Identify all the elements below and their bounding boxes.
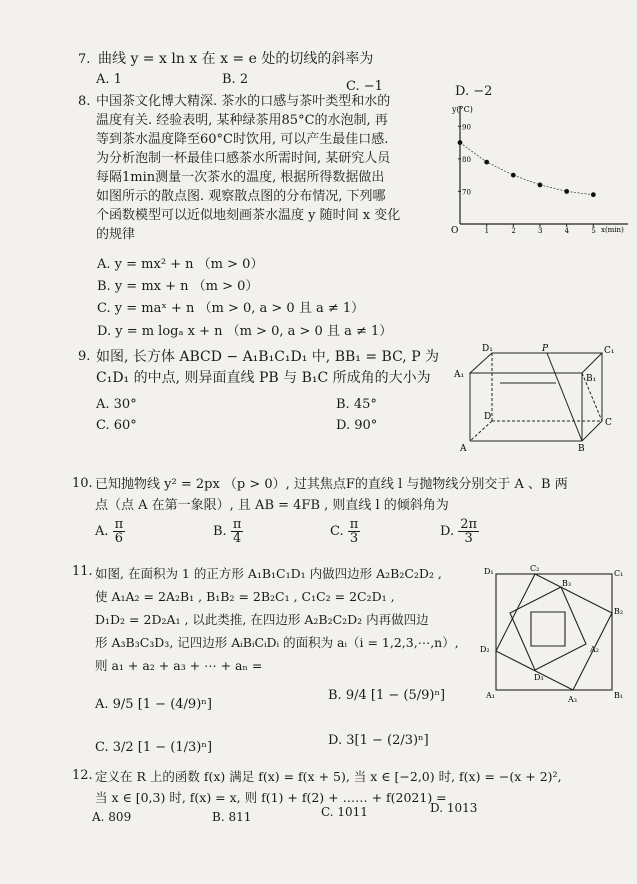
q9-label-c1: C₁ [604,346,615,356]
q8-line: 等到茶水温度降至60°C时饮用, 可以产生最佳口感. [96,132,389,147]
q8-data-point [538,183,543,188]
q8-data-point [458,140,463,145]
q12-option-a: A. 809 [92,810,132,824]
q11-label-b3: B₃ [562,579,572,588]
q8-option-b: B. y = mx + n （m > 0） [97,279,259,294]
q8-line: 个函数模型可以近似地刻画茶水温度 y 随时间 x 变化 [96,208,401,223]
q9-line: C₁D₁ 的中点, 则异面直线 PB 与 B₁C 所成角的大小为 [96,370,431,386]
q9-option-b: B. 45° [336,397,377,412]
q12-stem [95,766,562,808]
q9-label-c: C [605,418,612,428]
q9-label-d1: D₁ [482,344,493,354]
q9-label-p: P [542,344,549,354]
q7-option-d: D. −2 [455,84,493,99]
q7-option-b: B. 2 [222,72,249,87]
q10-option-d: D. $\frac{2\pi}{3}$ [440,517,478,546]
q10-line: 点（点 A 在第一象限）, 且 AB = 4FB , 则直线 l 的倾斜角为 [95,498,449,513]
q8-xtick-label: 5 [591,227,596,235]
q8-line: 如图所示的散点图. 观察散点图的分布情况, 下列哪 [96,189,386,204]
q8-ytick-label: 70 [462,188,471,197]
q8-line: 每隔1min测量一次茶水的温度, 根据所得数据做出 [96,170,385,185]
q8-stem [96,92,400,244]
q10-option-a: A. $\frac{\pi}{6}$ [95,517,124,546]
q11-option-a: A. 9/5 [1 − (4/9)ⁿ] [95,697,212,712]
q12-number: 12. [72,768,93,783]
q8-ylabel: y(°C) [452,105,473,114]
q7-option-a: A. 1 [96,72,122,87]
q12-line: 当 x ∈ [0,3) 时, f(x) = x, 则 f(1) + f(2) + …… + f(2021) = [95,790,447,805]
q8-ytick-label: 80 [462,155,471,164]
q8-xtick-label: 2 [511,227,516,235]
q10-line: 已知抛物线 y² = 2px （p > 0）, 过其焦点F的直线 l 与抛物线分别交于 A 、B 两 [95,477,568,492]
q12-line: 定义在 R 上的函数 f(x) 满足 f(x) = f(x + 5), 当 x ∈ [−2,0) 时, f(x) = −(x + 2)², [95,769,562,784]
q8-xtick-label: 1 [484,227,490,235]
q11-option-b: B. 9/4 [1 − (5/9)ⁿ] [328,688,446,703]
q11-line: 使 A₁A₂ = 2A₂B₁ , B₁B₂ = 2B₂C₁ , C₁C₂ = 2C₂D₁ , [95,589,395,604]
q11-label-c1: C₁ [614,569,624,578]
q9-stem [96,347,439,389]
q9-label-b: B [578,444,585,453]
q8-xtick-label: 4 [564,227,570,235]
q11-label-a2: A₂ [590,645,599,654]
q9-option-d: D. 90° [336,418,378,433]
q7-stem: 曲线 y = x ln x 在 x = e 处的切线的斜率为 [98,51,374,67]
q11-line: 如图, 在面积为 1 的正方形 A₁B₁C₁D₁ 内做四边形 A₂B₂C₂D₂ , [95,566,442,581]
q10-option-c: C. $\frac{\pi}{3}$ [330,517,359,546]
q9-cuboid-figure [452,343,627,453]
q11-line: D₁D₂ = 2D₂A₁ , 以此类推, 在四边形 A₂B₂C₂D₂ 内再做四边 [95,612,429,627]
q8-scatter-chart [448,100,633,240]
q11-number: 11. [72,564,93,579]
q9-option-a: A. 30° [96,397,137,412]
q8-origin: O [451,226,459,236]
q11-nested-squares-figure [478,562,633,707]
q8-data-point [591,192,596,197]
q11-label-d1: D₁ [484,567,494,576]
q8-number: 8. [78,94,91,109]
q11-line: 形 A₃B₃C₃D₃, 记四边形 AᵢBᵢCᵢDᵢ 的面积为 aᵢ（i = 1,2,3,⋯,n）, [95,635,459,650]
q11-label-b2: B₂ [614,607,624,616]
q8-xtick-label: 3 [538,227,543,235]
q9-number: 9. [78,349,91,364]
q11-label-a1: A₁ [486,691,495,700]
q9-line: 如图, 长方体 ABCD − A₁B₁C₁D₁ 中, BB₁ = BC, P 为 [96,349,440,365]
q8-data-point [511,173,516,178]
q8-option-d: D. y = m logₐ x + n （m > 0, a > 0 且 a ≠ 1） [97,324,393,339]
q8-ytick-label: 90 [462,123,471,132]
q8-line: 中国茶文化博大精深. 茶水的口感与茶叶类型和水的 [96,94,391,109]
q11-label-d3: D₃ [534,673,544,682]
q12-option-c: C. 1011 [321,805,368,819]
q11-label-b1: B₁ [614,691,624,700]
q11-line: 则 a₁ + a₂ + a₃ + ⋯ + aₙ = [95,658,263,673]
q9-option-c: C. 60° [96,418,137,433]
q8-option-a: A. y = mx² + n （m > 0） [97,257,264,272]
q10-stem [95,474,568,516]
q8-xlabel: x(min) [601,226,624,234]
q10-option-b: B. $\frac{\pi}{4}$ [213,517,242,546]
q8-data-point [564,189,569,194]
q8-line: 为分析泡制一杯最佳口感茶水所需时间, 某研究人员 [96,151,391,166]
q9-label-a: A [460,444,467,453]
q8-line: 的规律 [96,227,136,242]
q11-label-a3: A₃ [568,695,577,704]
q11-option-c: C. 3/2 [1 − (1/3)ⁿ] [95,740,213,755]
q12-option-b: B. 811 [212,810,252,824]
q10-number: 10. [72,476,93,491]
q8-line: 温度有关. 经验表明, 某种绿茶用85°C的水泡制, 再 [96,113,388,128]
q9-label-d: D [484,412,492,422]
q11-stem [95,562,459,677]
q7-number: 7. [78,52,91,67]
q8-trend-curve [460,143,593,195]
q11-label-c2: C₂ [530,564,540,573]
q11-label-d2: D₂ [480,645,490,654]
q12-option-d: D. 1013 [430,801,478,815]
q7-option-c: C. −1 [346,79,383,94]
q9-label-a1: A₁ [454,370,465,380]
q11-option-d: D. 3[1 − (2/3)ⁿ] [328,733,429,748]
q8-data-point [484,160,489,165]
q8-option-c: C. y = maˣ + n （m > 0, a > 0 且 a ≠ 1） [97,301,365,316]
q9-label-b1: B₁ [586,374,597,384]
